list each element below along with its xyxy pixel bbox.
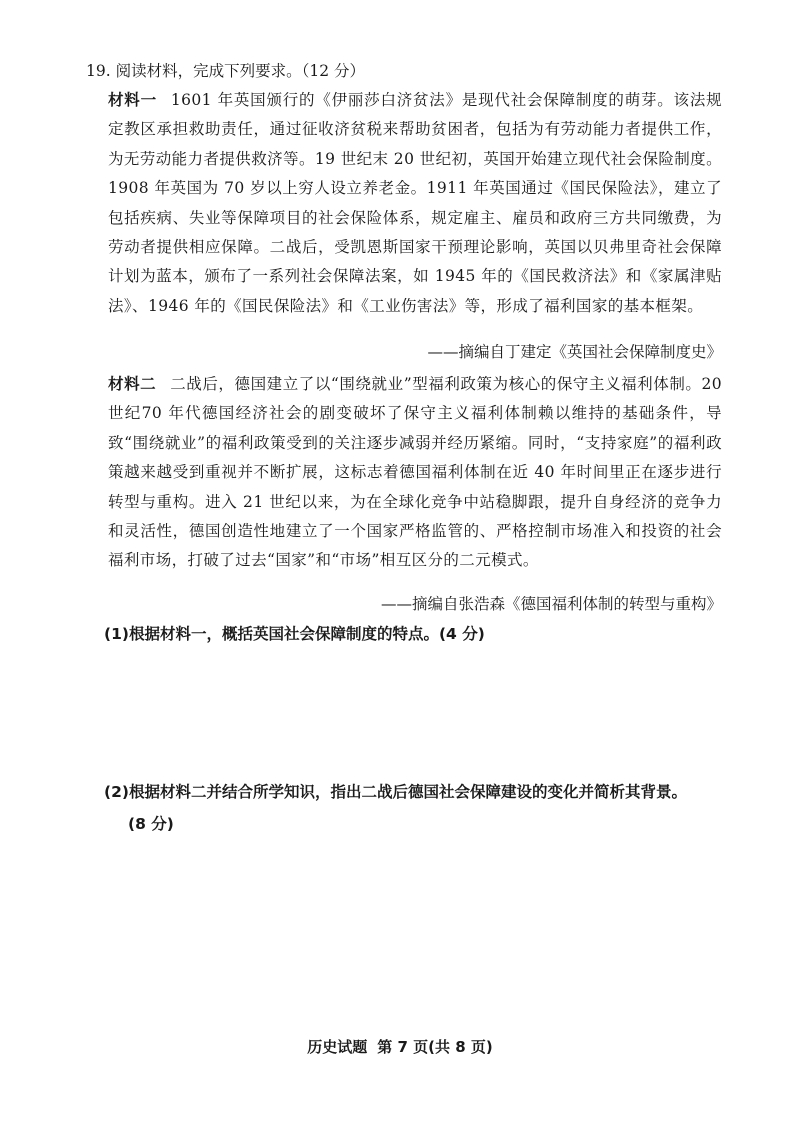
material-1 [108, 86, 722, 321]
subquestion-2-points: (8 分) [128, 815, 174, 833]
material-1-text: 1601 年英国颁行的《伊丽莎白济贫法》是现代社会保障制度的萌芽。该法规定教区承担救助责任，通过征收济贫税来帮助贫困者，包括为有劳动能力者提供工作，为无劳动能力者提供救济等。19 世纪末 20 世纪初，英国开始建立现代社会保险制度。1908 年英国为 70 岁以上穷人设立养老金。1911 年英国通过《国民保险法》，建立了包括疾病、失业等保障项目的社会保险体系，规定雇主、雇员和政府三方共同缴费，为劳动者提供相应保障。二战后，受凯恩斯国家干预理论影响，英国以贝弗里奇社会保障计划为蓝本，颁布了一系列社会保障法案，如 1945 年的《国民救济法》和《家属津贴法》、1946 年的《国民保险法》和《工业伤害法》等，形成了福利国家的基本框架。 [108, 91, 723, 315]
material-2 [108, 370, 722, 576]
subquestion-1: (1)根据材料一，概括英国社会保障制度的特点。(4 分) [104, 625, 485, 643]
question-title: 19. 阅读材料，完成下列要求。（12 分） [86, 62, 365, 80]
footer-subject: 历史试题 [307, 1038, 368, 1056]
subquestion-2: (2)根据材料二并结合所学知识，指出二战后德国社会保障建设的变化并简析其背景。 [104, 783, 687, 801]
material-2-label: 材料二 [108, 375, 157, 393]
material-2-text: 二战后，德国建立了以“围绕就业”型福利政策为核心的保守主义福利体制。20 世纪70 年代德国经济社会的剧变破坏了保守主义福利体制赖以维持的基础条件，导致“围绕就业”的福利政策受到的关注逐步减弱并经历紧缩。同时，“支持家庭”的福利政策越来越受到重视并不断扩展，这标志着德国福利体制在近 40 年时间里正在逐步进行转型与重构。进入 21 世纪以来，为在全球化竞争中站稳脚跟，提升自身经济的竞争力和灵活性，德国创造性地建立了一个国家严格监管的、严格控制市场准入和投资的社会福利市场，打破了过去“国家”和“市场”相互区分的二元模式。 [108, 375, 722, 570]
material-1-source: ——摘编自丁建定《英国社会保障制度史》 [427, 343, 722, 361]
material-1-label: 材料一 [108, 91, 157, 109]
page-footer [0, 1036, 800, 1057]
material-2-source: ——摘编自张浩森《德国福利体制的转型与重构》 [380, 595, 722, 613]
footer-page-number: 第 7 页(共 8 页) [377, 1038, 493, 1056]
